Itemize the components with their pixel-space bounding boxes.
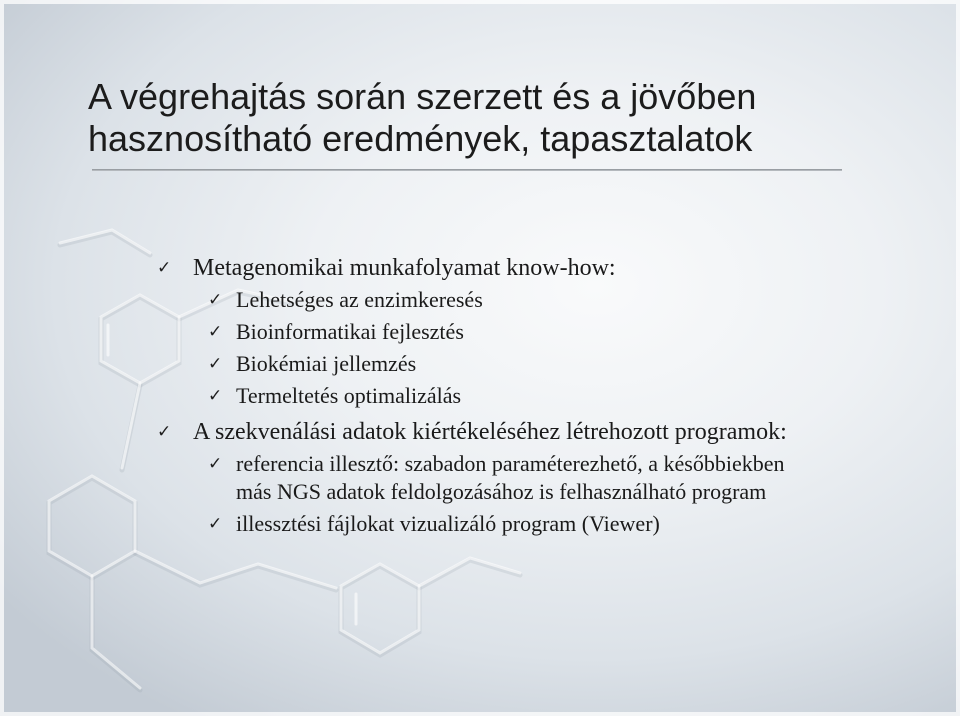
title-line-1: A végrehajtás során szerzett és a jövőben [88,76,757,117]
sub-list-item [208,450,960,506]
sub-list-item [208,318,960,346]
check-icon [208,350,236,378]
check-icon [208,382,236,410]
sub-list-item [208,510,960,538]
sub-list-item-text: Biokémiai jellemzés [236,351,417,376]
sub-list-item [208,286,960,314]
check-icon [208,286,236,314]
sub-list-item-text: referencia illesztő: szabadon paraméterezhető, a későbbiekben más NGS adatok feldolgozásához is felhasználható program [236,451,785,504]
sub-list-item-text: Lehetséges az enzimkeresés [236,287,483,312]
check-icon [208,450,236,478]
slide-title [88,76,756,160]
title-divider [92,169,842,171]
list-item-text: Metagenomikai munkafolyamat know-how: [193,255,616,281]
list-item-text: A szekvenálási adatok kiértékeléséhez létrehozott programok: [193,419,787,445]
sub-list-item [208,350,960,378]
check-icon [208,510,236,538]
check-icon [157,418,193,446]
sub-list-item-text: Termeltetés optimalizálás [236,383,462,408]
check-icon [208,318,236,346]
sub-list-item-text: illessztési fájlokat vizualizáló program (Viewer) [236,511,660,536]
list-item [157,254,960,282]
title-line-2: hasznosítható eredmények, tapasztalatok [88,118,753,159]
check-icon [157,254,193,282]
sub-list-item-text: Bioinformatikai fejlesztés [236,319,464,344]
list-item [157,418,960,446]
bullet-list [0,254,960,538]
sub-list-item [208,382,960,410]
